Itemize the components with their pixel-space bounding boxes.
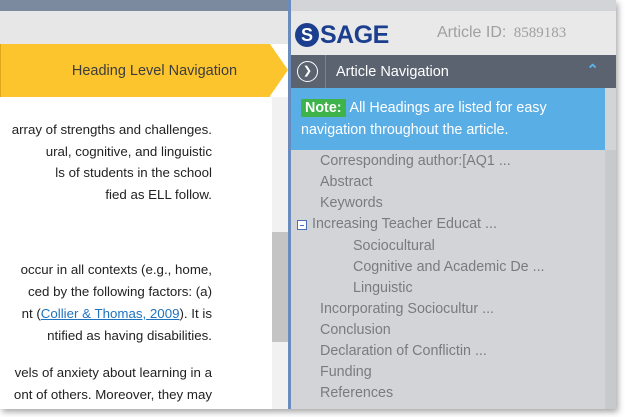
nav-item-conclusion[interactable]: Conclusion bbox=[320, 322, 391, 338]
citation-link[interactable]: Collier & Thomas, 2009 bbox=[40, 306, 180, 321]
article-line: occur in all contexts (e.g., home, bbox=[20, 262, 212, 277]
article-navigation-toggle[interactable] bbox=[291, 55, 616, 88]
circle-chevron-right-icon[interactable]: ❯ bbox=[297, 61, 318, 82]
nav-item-keywords[interactable]: Keywords bbox=[320, 195, 383, 211]
caret-up-icon[interactable]: ⌃ bbox=[586, 62, 599, 79]
heading-nav-pointer-arrow bbox=[270, 44, 288, 96]
article-scrollbar-thumb[interactable] bbox=[272, 232, 288, 342]
nav-item-incorporating-sociocultural[interactable]: Incorporating Sociocultur ... bbox=[320, 301, 495, 317]
nav-item-increasing-teacher-education[interactable]: Increasing Teacher Educat ... bbox=[312, 216, 497, 232]
nav-item-corresponding-author[interactable]: Corresponding author:[AQ1 ... bbox=[320, 153, 511, 169]
sage-logo-mark: S bbox=[295, 23, 319, 47]
note-tag: Note: bbox=[301, 99, 346, 117]
heading-level-navigation-label: Heading Level Navigation bbox=[71, 62, 238, 79]
heading-level-navigation-button[interactable] bbox=[0, 44, 270, 97]
note-text-line-1: All Headings are listed for easy bbox=[349, 100, 547, 116]
article-line: array of strengths and challenges. bbox=[11, 122, 212, 137]
navigation-scrollbar[interactable] bbox=[605, 150, 616, 409]
nav-item-cognitive-academic[interactable]: Cognitive and Academic De ... bbox=[353, 259, 545, 275]
article-line: ls of students in the school bbox=[55, 165, 212, 180]
citation-suffix: ). It is bbox=[179, 306, 212, 321]
article-navigation-title: Article Navigation bbox=[336, 63, 449, 80]
nav-bar-separator bbox=[325, 55, 326, 88]
nav-item-funding[interactable]: Funding bbox=[320, 364, 372, 380]
collapse-minus-icon[interactable] bbox=[297, 220, 307, 230]
navigation-note bbox=[291, 88, 605, 150]
nav-item-sociocultural[interactable]: Sociocultural bbox=[353, 238, 435, 254]
article-toolbar-band bbox=[0, 11, 290, 44]
nav-item-references[interactable]: References bbox=[320, 385, 394, 401]
citation-prefix: nt ( bbox=[21, 306, 41, 321]
article-line: ced by the following factors: (a) bbox=[27, 284, 212, 299]
nav-item-abstract[interactable]: Abstract bbox=[320, 174, 373, 190]
sage-logo bbox=[295, 20, 389, 50]
top-bar bbox=[0, 0, 290, 11]
note-text-line-2: navigation throughout the article. bbox=[301, 122, 509, 138]
sage-logo-word: SAGE bbox=[320, 20, 389, 49]
article-id bbox=[437, 24, 566, 42]
article-id-value: 8589183 bbox=[513, 25, 567, 41]
article-line-citation bbox=[22, 305, 212, 322]
article-line: vels of anxiety about learning in a bbox=[14, 365, 212, 380]
article-line: ntified as having disabilities. bbox=[47, 328, 212, 343]
article-id-label: Article ID: bbox=[437, 24, 507, 41]
article-navigation-panel bbox=[291, 0, 616, 409]
article-line: ont of others. Moreover, they may bbox=[13, 387, 212, 402]
nav-item-declaration-of-conflicting[interactable]: Declaration of Conflictin ... bbox=[320, 343, 487, 359]
article-line: ural, cognitive, and linguistic bbox=[45, 144, 212, 159]
article-body bbox=[0, 100, 272, 409]
nav-item-linguistic[interactable]: Linguistic bbox=[353, 280, 413, 296]
article-line: fied as ELL follow. bbox=[105, 187, 212, 202]
